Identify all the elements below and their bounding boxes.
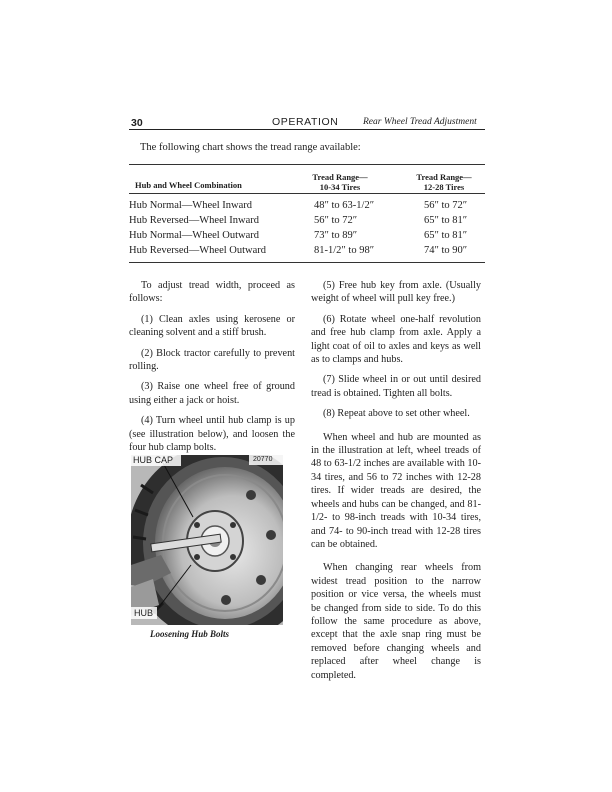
section-title: OPERATION	[272, 116, 339, 128]
lead-paragraph: To adjust tread width, proceed as follows:	[129, 280, 295, 305]
intro-text: The following chart shows the tread range available:	[140, 142, 361, 153]
table-header-range2	[404, 172, 484, 192]
table-cell-range1: 56″ to 72″	[314, 215, 358, 226]
table-top-rule	[129, 164, 485, 165]
table-header-range2-sub: 12-28 Tires	[423, 182, 465, 192]
header-rule	[129, 129, 485, 130]
table-bottom-rule	[129, 262, 485, 263]
step-5: (5) Free hub key from axle. (Usually weight of wheel will pull key free.)	[311, 280, 481, 305]
wheel-change-paragraph: When changing rear wheels from widest tread position to the narrow position or vice versa, the wheels must be changed from side to side. To do this follow the same procedure as above, except that the axle snap ring must be removed before changing wheels and replaced after wheel change is completed.	[311, 562, 481, 681]
step-8: (8) Repeat above to set other wheel.	[323, 408, 470, 420]
step-3: (3) Raise one wheel free of ground using either a jack or hoist.	[129, 381, 295, 406]
table-header-range1	[300, 172, 380, 192]
table-cell-range2: 65″ to 81″	[424, 230, 468, 241]
table-cell-range2: 56″ to 72″	[424, 200, 468, 211]
table-cell-range1: 73″ to 89″	[314, 230, 358, 241]
wheel-hub-illustration	[131, 455, 283, 625]
step-6: (6) Rotate wheel one-half revolution and free hub clamp from axle. Apply a light coat of oil to axles and keys as well as to clamps and hubs.	[311, 313, 481, 366]
table-cell-range1: 81-1/2″ to 98″	[314, 245, 375, 256]
step-1: (1) Clean axles using kerosene or cleaning solvent and a stiff brush.	[129, 313, 295, 339]
step-2: (2) Block tractor carefully to prevent rolling.	[129, 347, 295, 373]
table-cell-range2: 65″ to 81″	[424, 215, 468, 226]
table-header-range2-title: Tread Range—	[416, 172, 472, 182]
table-cell-range1: 48″ to 63-1/2″	[314, 200, 375, 211]
hub-label: HUB	[134, 608, 154, 618]
tread-paragraph: When wheel and hub are mounted as in the illustration at left, wheel treads of 48 to 63-1/2 inches are available with 10-34 tires, and 56 to 72 inches with 12-28 tires. If wider treads are desired, the wheels and hubs can be changed, and 81-1/2- to 98-inch treads with 10-34 tires, and 74- to 90-inch tread with 12-28 tires can be obtained.	[311, 431, 481, 550]
table-header-range1-title: Tread Range—	[312, 172, 368, 182]
hub-cap-label: HUB CAP	[133, 455, 174, 465]
table-cell-range2: 74″ to 90″	[424, 245, 468, 256]
table-header-rule	[129, 193, 485, 194]
table-cell-combination: Hub Reversed—Wheel Outward	[129, 245, 267, 256]
figure-caption: Loosening Hub Bolts	[150, 629, 230, 639]
step-4: (4) Turn wheel until hub clamp is up (see illustration below), and loosen the four hub clamp bolts.	[129, 415, 295, 454]
figure-number: 20770	[253, 456, 273, 463]
page-subject: Rear Wheel Tread Adjustment	[363, 117, 477, 127]
table-header-combination: Hub and Wheel Combination	[135, 180, 242, 190]
table-cell-combination: Hub Reversed—Wheel Inward	[129, 215, 260, 226]
table-header-range1-sub: 10-34 Tires	[319, 182, 361, 192]
table-cell-combination: Hub Normal—Wheel Inward	[129, 200, 253, 211]
left-column	[129, 279, 295, 461]
step-7: (7) Slide wheel in or out until desired tread is obtained. Tighten all bolts.	[311, 374, 481, 399]
wheel-hub-photo	[131, 455, 283, 625]
right-column	[311, 279, 481, 689]
page-number: 30	[131, 117, 143, 129]
table-cell-combination: Hub Normal—Wheel Outward	[129, 230, 260, 241]
